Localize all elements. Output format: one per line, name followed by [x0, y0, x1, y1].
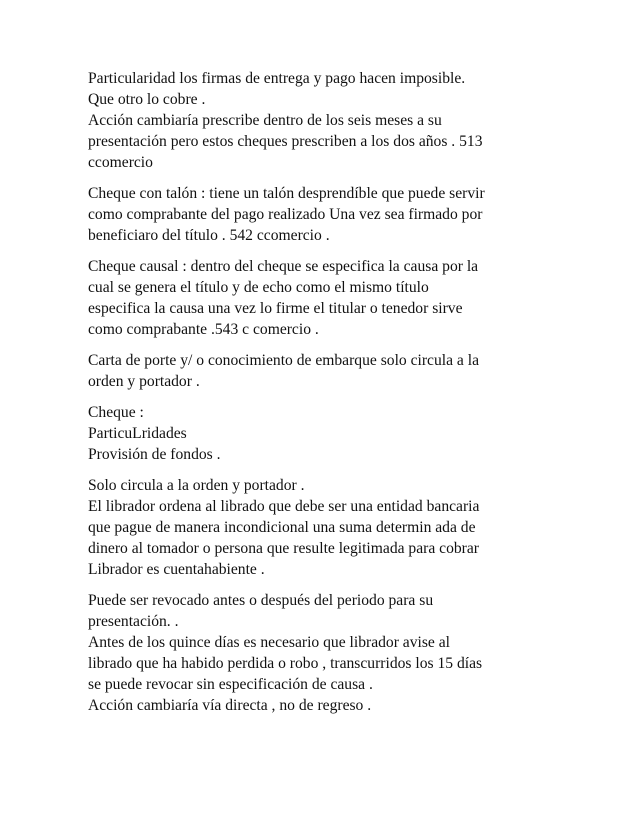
text-line: Carta de porte y/ o conocimiento de embarque solo circula a la [88, 352, 479, 369]
paragraph-cheque-causal [88, 256, 558, 340]
text-line: Particularidad los firmas de entrega y pago hacen imposible. [88, 70, 466, 87]
paragraph-carta-de-porte [88, 350, 558, 392]
paragraph-revocation [88, 590, 558, 716]
text-line: dinero al tomador o persona que resulte legitimada para cobrar [88, 540, 479, 557]
text-line: ParticuLridades [88, 425, 187, 442]
document-body [88, 68, 558, 726]
text-line: Acción cambiaría prescribe dentro de los seis meses a su [88, 112, 442, 129]
text-line: Provisión de fondos . [88, 446, 221, 463]
paragraph-cheque-con-talon [88, 183, 558, 246]
text-line: Que otro lo cobre . [88, 91, 206, 108]
text-line: presentación pero estos cheques prescriben a los dos años . 513 [88, 133, 483, 150]
text-line: orden y portador . [88, 373, 200, 390]
text-line: que pague de manera incondicional una suma determin ada de [88, 519, 476, 536]
text-line: como comprabante del pago realizado Una vez sea firmado por [88, 206, 483, 223]
text-line: Antes de los quince días es necesario que librador avise al [88, 634, 450, 651]
text-line: Acción cambiaría vía directa , no de regreso . [88, 697, 372, 714]
text-line: librado que ha habido perdida o robo , transcurridos los 15 días [88, 655, 483, 672]
text-line: presentación. . [88, 613, 179, 630]
text-line: se puede revocar sin especificación de causa . [88, 676, 373, 693]
text-line: como comprabante .543 c comercio . [88, 321, 319, 338]
text-line: Puede ser revocado antes o después del periodo para su [88, 592, 434, 609]
text-line: beneficiaro del título . 542 ccomercio . [88, 227, 330, 244]
paragraph-cheque-heading [88, 402, 558, 465]
text-line: especifica la causa una vez lo firme el titular o tenedor sirve [88, 300, 463, 317]
text-line: Cheque : [88, 404, 144, 421]
text-line: Cheque causal : dentro del cheque se especifica la causa por la [88, 258, 479, 275]
text-line: Cheque con talón : tiene un talón desprendíble que puede servir [88, 185, 485, 202]
text-line: Librador es cuentahabiente . [88, 561, 265, 578]
text-line: ccomercio [88, 154, 153, 171]
text-line: El librador ordena al librado que debe ser una entidad bancaria [88, 498, 480, 515]
paragraph-circulation [88, 475, 558, 580]
text-line: cual se genera el título y de echo como el mismo título [88, 279, 429, 296]
paragraph-endorsement-particularity [88, 68, 558, 173]
text-line: Solo circula a la orden y portador . [88, 477, 305, 494]
